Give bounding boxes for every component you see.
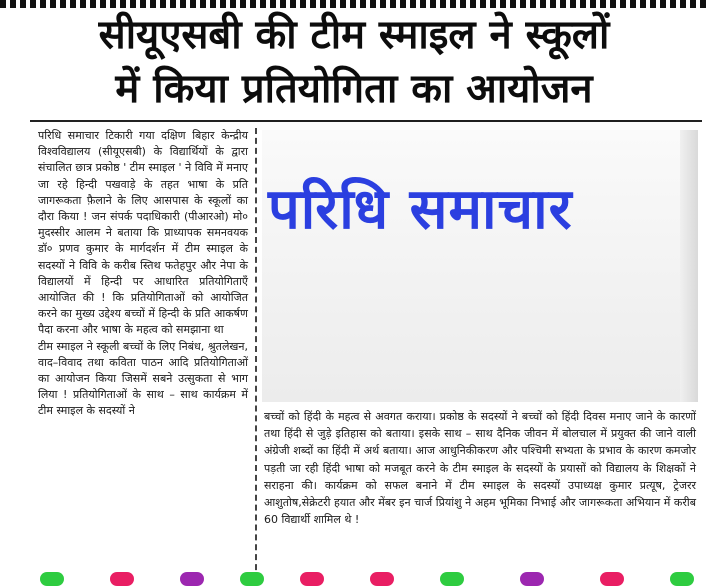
article-right-column: [264, 408, 696, 528]
headline-line-2: में किया प्रतियोगिता का आयोजन: [115, 66, 593, 112]
top-dashed-border: [0, 0, 708, 8]
article-photo: [262, 130, 698, 402]
decorative-dot: [40, 572, 64, 586]
headline-rule: [30, 120, 702, 122]
decorative-dot: [520, 572, 544, 586]
headline-line-1: सीयूएसबी की टीम स्माइल ने स्कूलों: [98, 12, 610, 58]
decorative-dot: [670, 572, 694, 586]
article-left-column: [38, 128, 248, 420]
decorative-dot: [300, 572, 324, 586]
left-paragraph-1: परिधि समाचार टिकारी गया दक्षिण बिहार केन्द्रीय विश्वविद्यालय (सीयूएसबी) के विद्यार्थियों के द्वारा संचालित छात्र प्रकोष्ठ ' टीम स्माइल ' ने विवि में मनाए जा रहे हिन्दी पखवाड़े के तहत भाषा के प्रति जागरूकता फ़ैलाने के लिए आसपास के स्कूलों का दौरा किया ! जन संपर्क पदाधिकारी (पीआरओ) मो० मुदस्सीर आलम ने बताया कि प्राध्यापक समनवयक डॉ० प्रणव कुमार के मार्गदर्शन में टीम स्माइल के सदस्यों ने विवि के करीब स्तिथ फतेहपुर और नेपा के विद्यालयों में हिन्दी पर आधारित प्रतियोगिताएँ आयोजित की ! कि प्रतियोगिताओं को आयोजित करने का मुख्य उद्देश्य बच्चों में हिन्दी के प्रति आकर्षण पैदा करना और भाषा के महत्व को समझाना था: [38, 129, 248, 337]
bottom-decorative-dots: [0, 570, 708, 580]
watermark-text: परिधि समाचार: [268, 177, 573, 242]
photo-edge-shadow: [680, 130, 698, 402]
decorative-dot: [240, 572, 264, 586]
decorative-dot: [440, 572, 464, 586]
decorative-dot: [180, 572, 204, 586]
photo-background: [262, 130, 698, 402]
column-divider: [255, 128, 257, 580]
headline: [0, 8, 708, 116]
decorative-dot: [110, 572, 134, 586]
decorative-dot: [370, 572, 394, 586]
right-paragraph-1: बच्चों को हिंदी के महत्व से अवगत कराया। प्रकोष्ठ के सदस्यों ने बच्चों को हिंदी दिवस मनाए जाने के कारणों तथा हिंदी से जुड़े इतिहास को बताया। इसके साथ – साथ दैनिक जीवन में बोलचाल में प्रयुक्त की जाने वाली अंग्रेजी शब्दों का हिंदी में अर्थ बताया। आज आधुनिकीकरण और पश्चिमी सभ्यता के प्रभाव के कारण कमजोर पड़ती जा रही हिंदी भाषा को मजबूत करने के टीम स्माइल के सदस्यों के प्रयासों को विद्यालय के शिक्षकों ने सराहना की। कार्यक्रम को सफल बनाने में टीम स्माइल के सदस्यों उपाध्यक्ष कुमार प्रत्यूष, ट्रेजरर आशुतोष,सेक्रेटरी हयात और मेंबर इन चार्ज प्रियांशु ने अहम भूमिका निभाई और जागरूकता अभियान में करीब 60 विद्यार्थी शामिल थे !: [264, 410, 696, 527]
decorative-dot: [600, 572, 624, 586]
left-paragraph-2: टीम स्माइल ने स्कूली बच्चों के लिए निबंध, श्रुतलेखन, वाद–विवाद तथा कविता पाठन आदि प्रतियोगिताओं का आयोजन किया जिसमें सबने उत्सुकता से भाग लिया ! प्रतियोगिताओं के साथ – साथ कार्यक्रम में टीम स्माइल के सदस्यों ने: [38, 339, 248, 418]
